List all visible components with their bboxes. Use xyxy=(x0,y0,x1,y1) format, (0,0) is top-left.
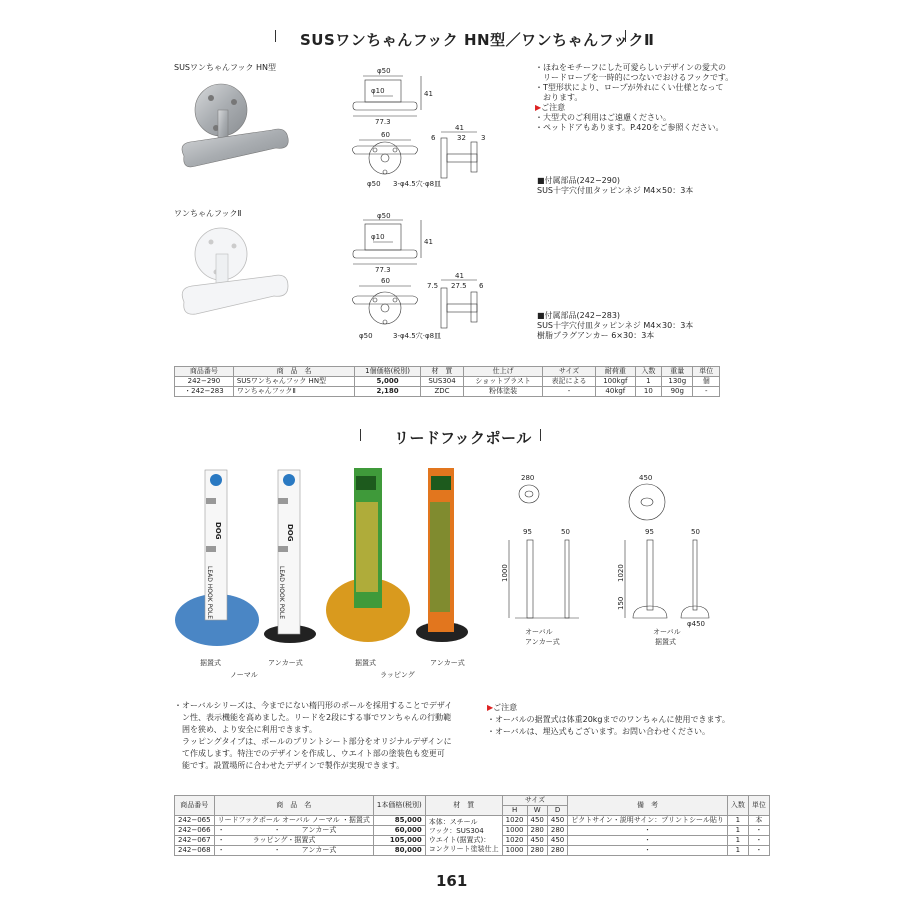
pole-description: ・オーバルシリーズは、今までにない楕円形のポールを採用することでデザイ ン性、表示機能を高めました。リードを2段にする事でワンちゃんの行動範 囲を狭め、より安全に利用できます。 ラッピングタイプは、ポールのプリントシート部分をオリジナルデザインに て作成します。特注でのデザインを作成し、ウエイト部の塗装色も変更可 能です。設置場所に合わせたデザインで製作が実現できます。 xyxy=(174,701,453,770)
hook-spec-table xyxy=(174,366,720,397)
svg-text:オーバル: オーバル xyxy=(525,628,553,636)
table-header-row: H W D xyxy=(175,806,770,816)
svg-text:φ450: φ450 xyxy=(687,620,705,628)
hook-ii-photo xyxy=(176,222,296,322)
lead-pole-photos xyxy=(172,462,482,662)
svg-text:450: 450 xyxy=(639,474,653,482)
svg-text:41: 41 xyxy=(424,238,433,246)
caution-marker-icon: ▶ xyxy=(487,703,494,712)
product2-label: ワンちゃんフックⅡ xyxy=(174,209,242,218)
svg-text:φ50: φ50 xyxy=(377,212,391,220)
hook-ii-drawing xyxy=(345,208,495,343)
table-header-row: 商品番号 商 品 名 1本価格(税別) 材 質 サイズ 備 考 入数 単位 xyxy=(175,796,770,806)
svg-text:φ10: φ10 xyxy=(371,233,385,241)
svg-text:LEAD HOOK POLE: LEAD HOOK POLE xyxy=(206,566,213,620)
svg-text:DOG: DOG xyxy=(214,522,222,540)
svg-text:φ50: φ50 xyxy=(377,67,391,75)
svg-text:95: 95 xyxy=(645,528,654,536)
svg-text:据置式: 据置式 xyxy=(655,638,676,646)
svg-text:6: 6 xyxy=(431,134,436,142)
caution-title: ご注意 xyxy=(541,103,566,112)
hook-hn-drawing xyxy=(345,62,495,192)
title2-divider-left xyxy=(360,429,361,441)
caption-anchor-normal: アンカー式 xyxy=(268,659,303,667)
hook-features: ・ほねをモチーフにした可愛らしいデザインの愛犬の リードロープを一時的につないでおけるフックです。 ・T型形状により、ロープが外れにくい仕様となって おります。 ▶ご注意 ・大型犬のご利用はご遠慮ください。 ・ペットドアもあります。P.420をご参照ください。 xyxy=(535,63,734,132)
product1-label: SUSワンちゃんフック HN型 xyxy=(174,63,276,72)
svg-text:41: 41 xyxy=(455,272,464,280)
material-cell: 本体：スチール フック：SUS304 ウエイト(据置式)： コンクリート塗装仕上 xyxy=(425,816,502,856)
svg-text:1000: 1000 xyxy=(501,564,509,582)
svg-text:LEAD HOOK POLE: LEAD HOOK POLE xyxy=(278,566,285,620)
svg-text:3: 3 xyxy=(481,134,486,142)
svg-text:DOG: DOG xyxy=(286,524,294,542)
section2-title: リードフックポール xyxy=(394,429,532,447)
parts-info-1: ■付属部品(242−290) SUS十字穴付皿タッピンネジ M4×50：3本 xyxy=(537,176,694,195)
table-row: 242−068 ・ ・ アンカー式 80,000 1000 280 280 ・ 1 ・ xyxy=(175,846,770,856)
table-row: 242−065 リードフックポール オーバル ノーマル ・据置式 85,000 本体：スチール フック：SUS304 ウエイト(据置式)： コンクリート塗装仕上 1020 450 450 ピクトサイン・説明サイン：プリントシール貼り 1 本 xyxy=(175,816,770,826)
caption-anchor-wrapping: アンカー式 xyxy=(430,659,465,667)
svg-text:32: 32 xyxy=(457,134,466,142)
svg-text:150: 150 xyxy=(617,596,625,610)
svg-text:φ50: φ50 xyxy=(367,180,381,188)
svg-text:6: 6 xyxy=(479,282,484,290)
svg-text:280: 280 xyxy=(521,474,535,482)
title2-divider-right xyxy=(540,429,541,441)
svg-text:41: 41 xyxy=(455,124,464,132)
svg-text:60: 60 xyxy=(381,277,390,285)
table-row: 242−290 SUSワンちゃんフック HN型 5,000 SUS304 ショットブラスト 表記による 100kgf 1 130g 個 xyxy=(175,377,720,387)
svg-text:φ50: φ50 xyxy=(359,332,373,340)
svg-text:60: 60 xyxy=(381,131,390,139)
pole-spec-table xyxy=(174,795,770,856)
group-label-wrapping: ラッピング xyxy=(380,671,415,679)
caution-marker-icon: ▶ xyxy=(535,103,542,112)
svg-text:3-φ4.5穴·φ8皿: 3-φ4.5穴·φ8皿 xyxy=(393,332,442,340)
svg-text:7.5: 7.5 xyxy=(427,282,439,290)
svg-text:アンカー式: アンカー式 xyxy=(525,638,560,646)
caption-standing-wrapping: 据置式 xyxy=(355,659,376,667)
title-divider-left xyxy=(275,30,276,42)
table-row: 242−066 ・ ・ アンカー式 60,000 1000 280 280 ・ 1 ・ xyxy=(175,826,770,836)
svg-text:φ10: φ10 xyxy=(371,87,385,95)
svg-text:1020: 1020 xyxy=(617,564,625,582)
parts-info-2: ■付属部品(242−283) SUS十字穴付皿タッピンネジ M4×30：3本 樹脂プラグアンカー 6×30：3本 xyxy=(537,311,694,340)
svg-text:オーバル: オーバル xyxy=(653,628,681,636)
svg-text:27.5: 27.5 xyxy=(451,282,467,290)
pole-cautions: ▶ご注意 ・オーバルの据置式は体重20kgまでのワンちゃんに使用できます。 ・オーバルは、埋込式もございます。お問い合わせください。 xyxy=(487,703,730,736)
table-header-row: 商品番号 商 品 名 1個価格(税別) 材 質 仕上げ サイズ 耐荷重 入数 重量 単位 xyxy=(175,367,720,377)
table-row: ・242−283 ワンちゃんフックⅡ 2,180 ZDC 粉体塗装 - 40kgf 10 90g - xyxy=(175,387,720,397)
svg-text:50: 50 xyxy=(691,528,700,536)
svg-text:50: 50 xyxy=(561,528,570,536)
lead-pole-drawing xyxy=(495,470,725,655)
section1-title: SUSワンちゃんフック HN型／ワンちゃんフックⅡ xyxy=(300,31,655,49)
hook-hn-photo xyxy=(176,78,296,178)
table-row: 242−067 ・ ラッピング・据置式 105,000 1020 450 450 ・ 1 ・ xyxy=(175,836,770,846)
page-number: 161 xyxy=(436,872,468,890)
svg-text:3-φ4.5穴·φ8皿: 3-φ4.5穴·φ8皿 xyxy=(393,180,442,188)
svg-text:41: 41 xyxy=(424,90,433,98)
svg-text:77.3: 77.3 xyxy=(375,118,391,126)
svg-text:95: 95 xyxy=(523,528,532,536)
caption-standing-normal: 据置式 xyxy=(200,659,221,667)
svg-text:77.3: 77.3 xyxy=(375,266,391,274)
group-label-normal: ノーマル xyxy=(230,671,258,679)
